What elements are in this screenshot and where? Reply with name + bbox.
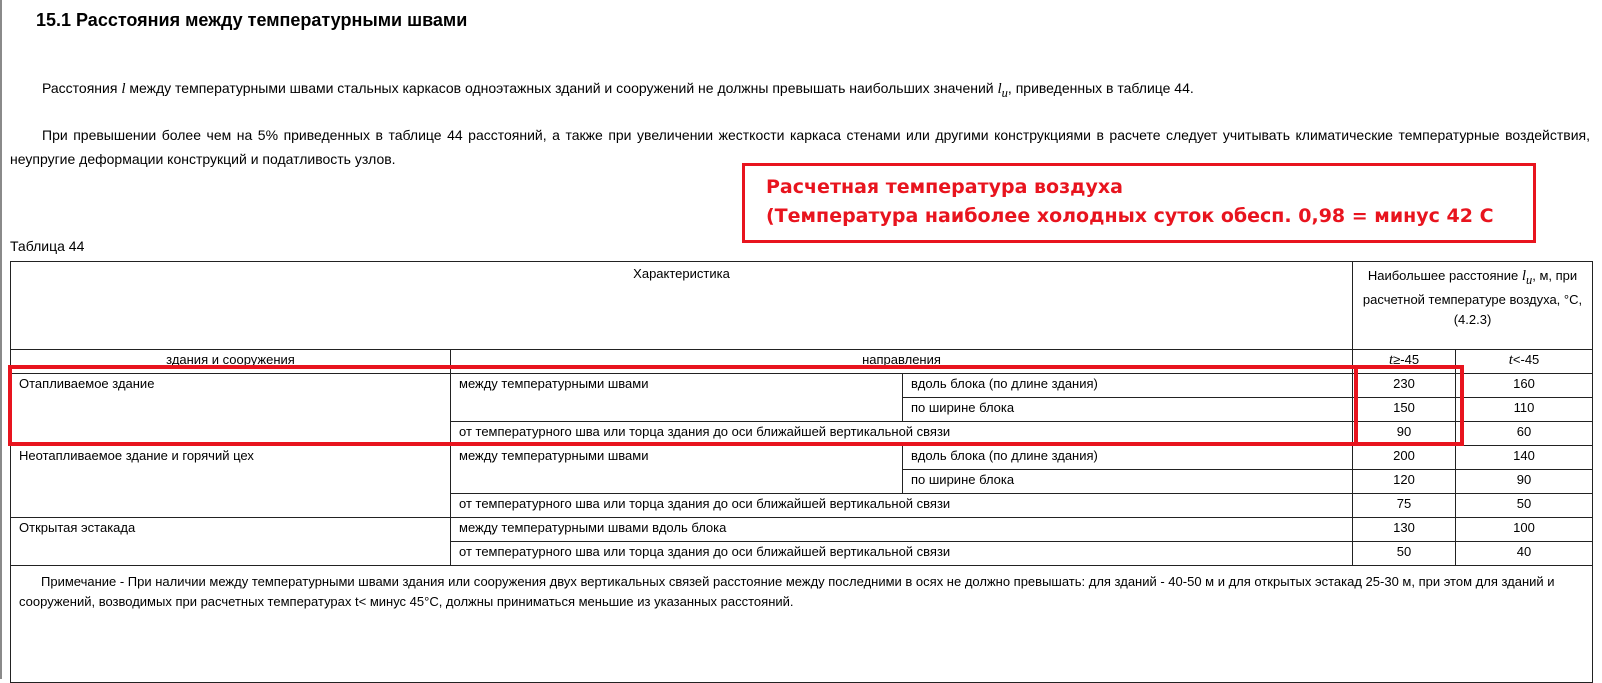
value-cell: 100 [1456, 518, 1593, 542]
table-note: Примечание - При наличии между температурными швами здания или сооружения двух вертикальных связей расстояние между последними в осях не должно превышать: для зданий - 40-50 м и для открытых эстакад 25-30 м, при этом для зданий и сооружений, возводимых при расчетных температурах t< минус 45°С, должны приниматься меньшие из указанных расстояний. [11, 566, 1593, 683]
header-max-distance: Наибольшее расстояние $l_u$, м, при расчетной температуре воздуха, °С, (4.2.3) [1353, 262, 1593, 350]
value-cell: 200 [1353, 446, 1456, 470]
paragraph-1-end: , приведенных в таблице 44. [1007, 80, 1194, 96]
building-cell: Открытая эстакада [11, 518, 451, 566]
table-row [11, 518, 1593, 542]
subdirection-cell: вдоль блока (по длине здания) [903, 446, 1353, 470]
building-cell: Неотапливаемое здание и горячий цех [11, 446, 451, 518]
value-cell: 75 [1353, 494, 1456, 518]
direction-cell: от температурного шва или торца здания до оси ближайшей вертикальной связи [451, 422, 1353, 446]
paragraph-1-middle: между температурными швами стальных каркасов одноэтажных зданий и сооружений не должны превышать наибольших значений [129, 80, 994, 96]
value-cell: 120 [1353, 470, 1456, 494]
value-cell: 90 [1353, 422, 1456, 446]
building-cell: Отапливаемое здание [11, 374, 451, 446]
page-left-border [0, 0, 2, 679]
table-header-row [11, 262, 1593, 350]
subdirection-cell: по ширине блока [903, 470, 1353, 494]
table-caption: Таблица 44 [10, 238, 85, 254]
var-lu: $l_u$ [997, 81, 1008, 100]
subheader-buildings: здания и сооружения [11, 350, 451, 374]
value-cell: 150 [1353, 398, 1456, 422]
value-cell: 140 [1456, 446, 1593, 470]
table-44 [10, 261, 1593, 683]
subheader-temp-ge: t≥-45 [1353, 350, 1456, 374]
paragraph-1-start: Расстояния [42, 80, 118, 96]
value-cell: 50 [1456, 494, 1593, 518]
value-cell: 130 [1353, 518, 1456, 542]
direction-cell: между температурными швами [451, 446, 903, 494]
table-row [11, 446, 1593, 470]
table-row [11, 374, 1593, 398]
annotation-callout [742, 163, 1536, 243]
paragraph-1 [42, 76, 1194, 105]
value-cell: 50 [1353, 542, 1456, 566]
value-cell: 90 [1456, 470, 1593, 494]
subdirection-cell: по ширине блока [903, 398, 1353, 422]
value-cell: 160 [1456, 374, 1593, 398]
subheader-directions: направления [451, 350, 1353, 374]
direction-cell: от температурного шва или торца здания до оси ближайшей вертикальной связи [451, 542, 1353, 566]
value-cell: 230 [1353, 374, 1456, 398]
section-heading: 15.1 Расстояния между температурными швами [36, 10, 468, 30]
value-cell: 60 [1456, 422, 1593, 446]
callout-line-2: (Температура наиболее холодных суток обесп. 0,98 = минус 42 С [766, 205, 1494, 227]
direction-cell: между температурными швами вдоль блока [451, 518, 1353, 542]
paragraph-2: При превышении более чем на 5% приведенных в таблице 44 расстояний, а также при увеличении жесткости каркаса стенами или другими конструкциями в расчете следует учитывать климатические температурные воздействия, неупругие деформации конструкций и податливость узлов. [10, 127, 1590, 167]
direction-cell: между температурными швами [451, 374, 903, 422]
header-characteristic: Характеристика [11, 262, 1353, 350]
value-cell: 110 [1456, 398, 1593, 422]
value-cell: 40 [1456, 542, 1593, 566]
var-l: l [121, 81, 126, 97]
table-subheader-row [11, 350, 1593, 374]
subheader-temp-lt: t<-45 [1456, 350, 1593, 374]
table-note-row [11, 566, 1593, 683]
callout-line-1: Расчетная температура воздуха [766, 176, 1123, 198]
subdirection-cell: вдоль блока (по длине здания) [903, 374, 1353, 398]
direction-cell: от температурного шва или торца здания до оси ближайшей вертикальной связи [451, 494, 1353, 518]
